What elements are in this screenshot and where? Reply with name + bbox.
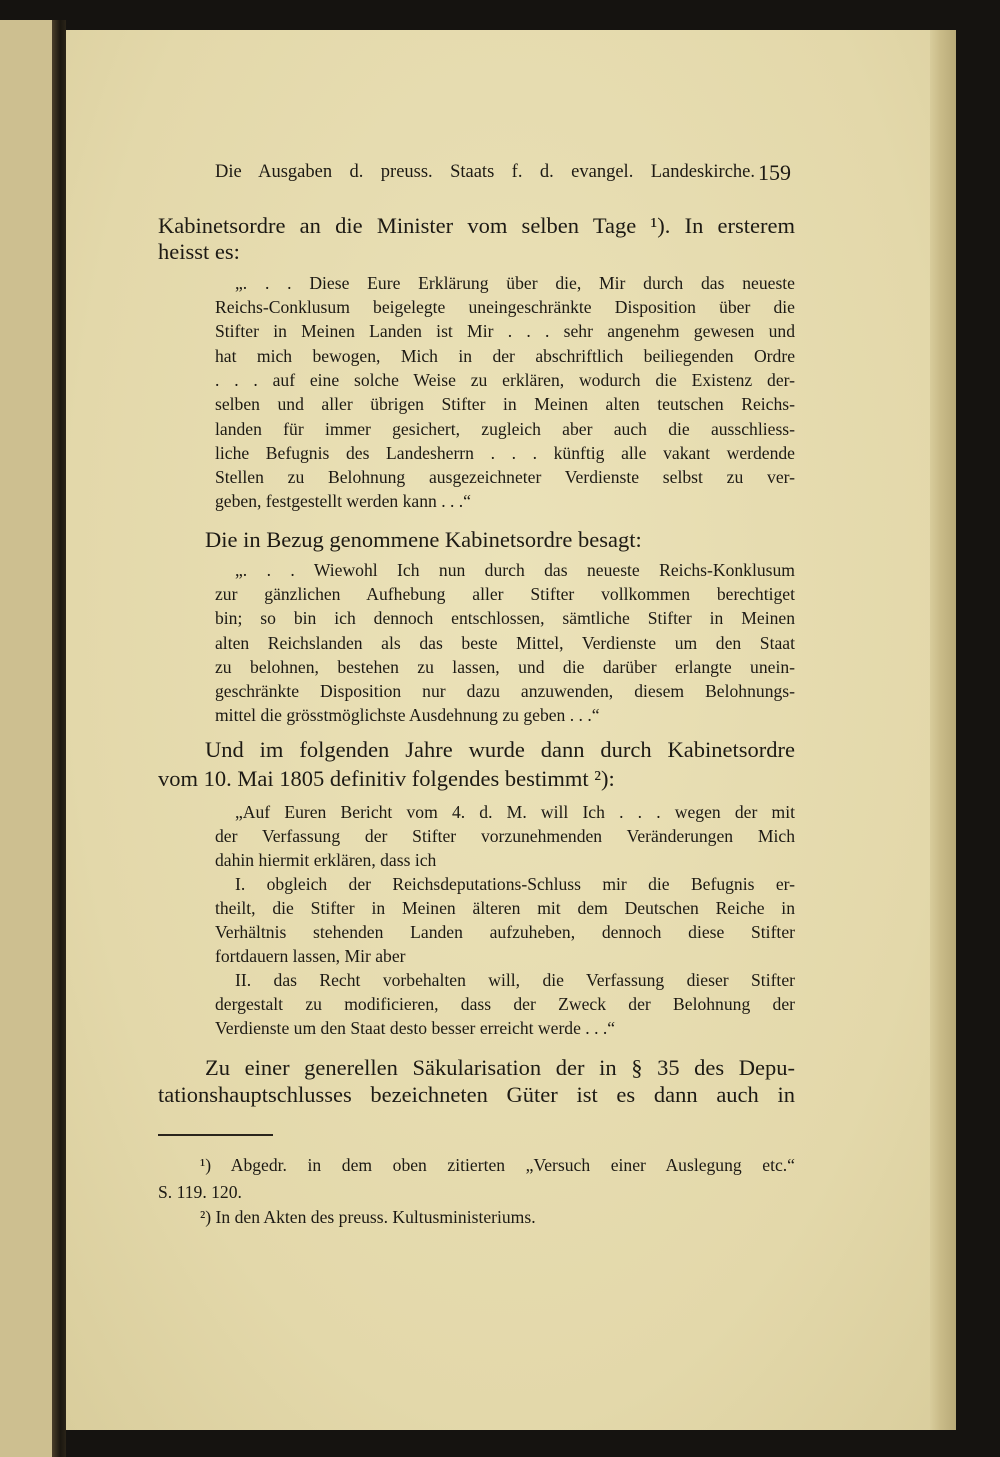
quote-line: I. obgleich der Reichsdeputations-Schluss mir die Befugnis er- <box>235 874 795 894</box>
page-stack-edge <box>930 30 956 1430</box>
footnote-rule <box>158 1134 273 1136</box>
quote-line: Stellen zu Belohnung ausgezeichneter Verdienste selbst zu ver- <box>215 467 795 487</box>
text-line: Kabinetsordre an die Minister vom selben Tage ¹). In ersterem <box>158 213 795 238</box>
quote-line: geben, festgestellt werden kann . . .“ <box>215 491 471 511</box>
quote-line: landen für immer gesichert, zugleich aber auch die ausschliess- <box>215 419 795 439</box>
text-line: vom 10. Mai 1805 definitiv folgendes bestimmt ²): <box>158 766 615 791</box>
quote-line: Stifter in Meinen Landen ist Mir . . . sehr angenehm gewesen und <box>215 321 795 341</box>
running-header: Die Ausgaben d. preuss. Staats f. d. evangel. Landeskirche. <box>215 162 755 182</box>
quote-line: „Auf Euren Bericht vom 4. d. M. will Ich . . . wegen der mit <box>235 802 795 822</box>
quote-line: „. . . Diese Eure Erklärung über die, Mir durch das neueste <box>235 273 795 293</box>
quote-line: II. das Recht vorbehalten will, die Verfassung dieser Stifter <box>235 970 795 990</box>
quote-line: fortdauern lassen, Mir aber <box>215 946 406 966</box>
quote-line: alten Reichslanden als das beste Mittel, Verdienste um den Staat <box>215 633 795 653</box>
text-line: Und im folgenden Jahre wurde dann durch Kabinetsordre <box>205 737 795 762</box>
quote-line: Verdienste um den Staat desto besser erreicht werde . . .“ <box>215 1018 616 1038</box>
quote-line: „. . . Wiewohl Ich nun durch das neueste Reichs-Konklusum <box>235 560 795 580</box>
text-line: tationshauptschlusses bezeichneten Güter ist es dann auch in <box>158 1082 795 1107</box>
footnote-1: ¹) Abgedr. in dem oben zitierten „Versuch einer Auslegung etc.“ <box>200 1155 795 1175</box>
quote-line: mittel die grösstmöglichste Ausdehnung zu geben . . .“ <box>215 705 600 725</box>
quote-line: dahin hiermit erklären, dass ich <box>215 850 437 870</box>
text-line: Zu einer generellen Säkularisation der in § 35 des Depu- <box>205 1055 795 1080</box>
previous-page-edge <box>0 20 52 1457</box>
footnote-2: ²) In den Akten des preuss. Kultusministeriums. <box>200 1207 536 1227</box>
quote-line: selben und aller übrigen Stifter in Meinen alten teutschen Reichs- <box>215 394 795 414</box>
quote-line: hat mich bewogen, Mich in der abschriftlich beiliegenden Ordre <box>215 346 795 366</box>
page-number: 159 <box>758 160 791 185</box>
quote-line: dergestalt zu modificieren, dass der Zweck der Belohnung der <box>215 994 795 1014</box>
quote-line: Reichs-Conklusum beigelegte uneingeschränkte Disposition über die <box>215 297 795 317</box>
quote-line: geschränkte Disposition nur dazu anzuwenden, diesem Belohnungs- <box>215 681 795 701</box>
text-line: Die in Bezug genommene Kabinetsordre besagt: <box>205 527 642 552</box>
quote-line: der Verfassung der Stifter vorzunehmenden Veränderungen Mich <box>215 826 795 846</box>
quote-line: theilt, die Stifter in Meinen älteren mit dem Deutschen Reiche in <box>215 898 795 918</box>
footnote-1-continued: S. 119. 120. <box>158 1182 242 1202</box>
quote-line: Verhältnis stehenden Landen aufzuheben, dennoch diese Stifter <box>215 922 795 942</box>
quote-line: zu belohnen, bestehen zu lassen, und die darüber erlangte unein- <box>215 657 795 677</box>
quote-line: bin; so bin ich dennoch entschlossen, sämtliche Stifter in Meinen <box>215 608 795 628</box>
text-line: heisst es: <box>158 239 240 264</box>
quote-line: . . . auf eine solche Weise zu erklären, wodurch die Existenz der- <box>215 370 795 390</box>
book-spine <box>52 20 66 1457</box>
quote-line: zur gänzlichen Aufhebung aller Stifter vollkommen berechtiget <box>215 584 795 604</box>
quote-line: liche Befugnis des Landesherrn . . . künftig alle vakant werdende <box>215 443 795 463</box>
